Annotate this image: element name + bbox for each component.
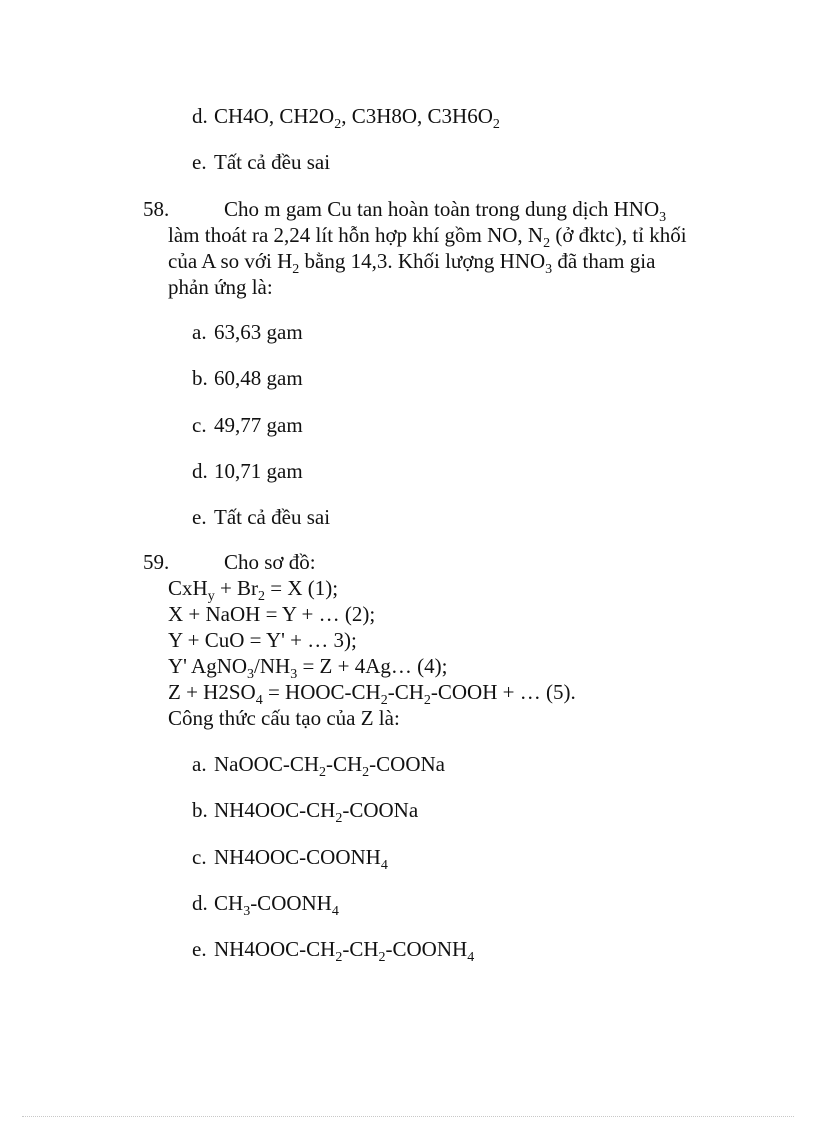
option-d bbox=[192, 459, 303, 483]
option-letter: c. bbox=[192, 413, 207, 437]
reaction-line: $CxH_y + Br_2 = X$ (1); bbox=[168, 576, 339, 604]
option-letter: c. bbox=[192, 845, 207, 869]
option-d bbox=[192, 891, 339, 919]
question-line: làm thoát ra 2,24 lít hỗn hợp khí gồm NO, $N_2$ (ở đktc), tỉ khối bbox=[168, 223, 687, 251]
option-letter: b. bbox=[192, 366, 208, 390]
reaction-line: X + NaOH = Y + … (2); bbox=[168, 602, 376, 626]
reaction-line: Y + CuO = Y' + … 3); bbox=[168, 628, 357, 652]
option-text: Tất cả đều sai bbox=[214, 150, 331, 174]
option-e bbox=[192, 505, 330, 529]
question-line: của A so với $H_2$ bằng 14,3. Khối lượng $HNO_3$ đã tham gia bbox=[168, 249, 656, 277]
option-e bbox=[192, 150, 330, 174]
option-c bbox=[192, 845, 388, 873]
option-a bbox=[192, 752, 445, 780]
option-e bbox=[192, 937, 475, 965]
question-number: 59. bbox=[143, 550, 170, 574]
option-text: $NH4OOC-COONH_4$ bbox=[214, 845, 388, 873]
option-letter: e. bbox=[192, 505, 207, 529]
option-letter: d. bbox=[192, 891, 208, 915]
option-text: $NH4OOC-CH_2-CH_2-COONH_4$ bbox=[214, 937, 475, 965]
option-a bbox=[192, 320, 303, 344]
reaction-line: $Z + H2SO_4$ = HOOC-$CH_2-CH_2$-COOH + … (5). bbox=[168, 680, 576, 708]
option-b bbox=[192, 366, 303, 390]
question-number: 58. bbox=[143, 197, 170, 221]
option-b bbox=[192, 798, 419, 826]
question-line: phản ứng là: bbox=[168, 275, 273, 299]
option-letter: d. bbox=[192, 459, 208, 483]
option-letter: e. bbox=[192, 150, 207, 174]
option-text: 10,71 gam bbox=[214, 459, 303, 483]
question-line: Cho sơ đồ: bbox=[224, 550, 316, 574]
option-text: 60,48 gam bbox=[214, 366, 303, 390]
option-c bbox=[192, 413, 303, 437]
reaction-line: Y' $AgNO_3/NH_3 = Z$ + 4Ag… (4); bbox=[168, 654, 448, 682]
question-line: Công thức cấu tạo của Z là: bbox=[168, 706, 400, 730]
option-letter: d. bbox=[192, 104, 208, 128]
option-letter: a. bbox=[192, 320, 207, 344]
option-text: $CH_3-COONH_4$ bbox=[214, 891, 339, 919]
option-text: 63,63 gam bbox=[214, 320, 303, 344]
option-text: CH4O, $CH2O_2$, C3H8O, $C3H6O_2$ bbox=[214, 104, 500, 132]
option-d bbox=[192, 104, 500, 132]
option-letter: b. bbox=[192, 798, 208, 822]
option-text: $NH4OOC-CH_2$-COONa bbox=[214, 798, 419, 826]
option-letter: e. bbox=[192, 937, 207, 961]
option-letter: a. bbox=[192, 752, 207, 776]
option-text: Tất cả đều sai bbox=[214, 505, 331, 529]
page-bottom-divider bbox=[22, 1116, 794, 1117]
option-text: 49,77 gam bbox=[214, 413, 303, 437]
option-text: NaOOC-$CH_2-CH_2$-COONa bbox=[214, 752, 445, 780]
question-line: Cho m gam Cu tan hoàn toàn trong dung dịch $HNO_3$ bbox=[224, 197, 667, 225]
